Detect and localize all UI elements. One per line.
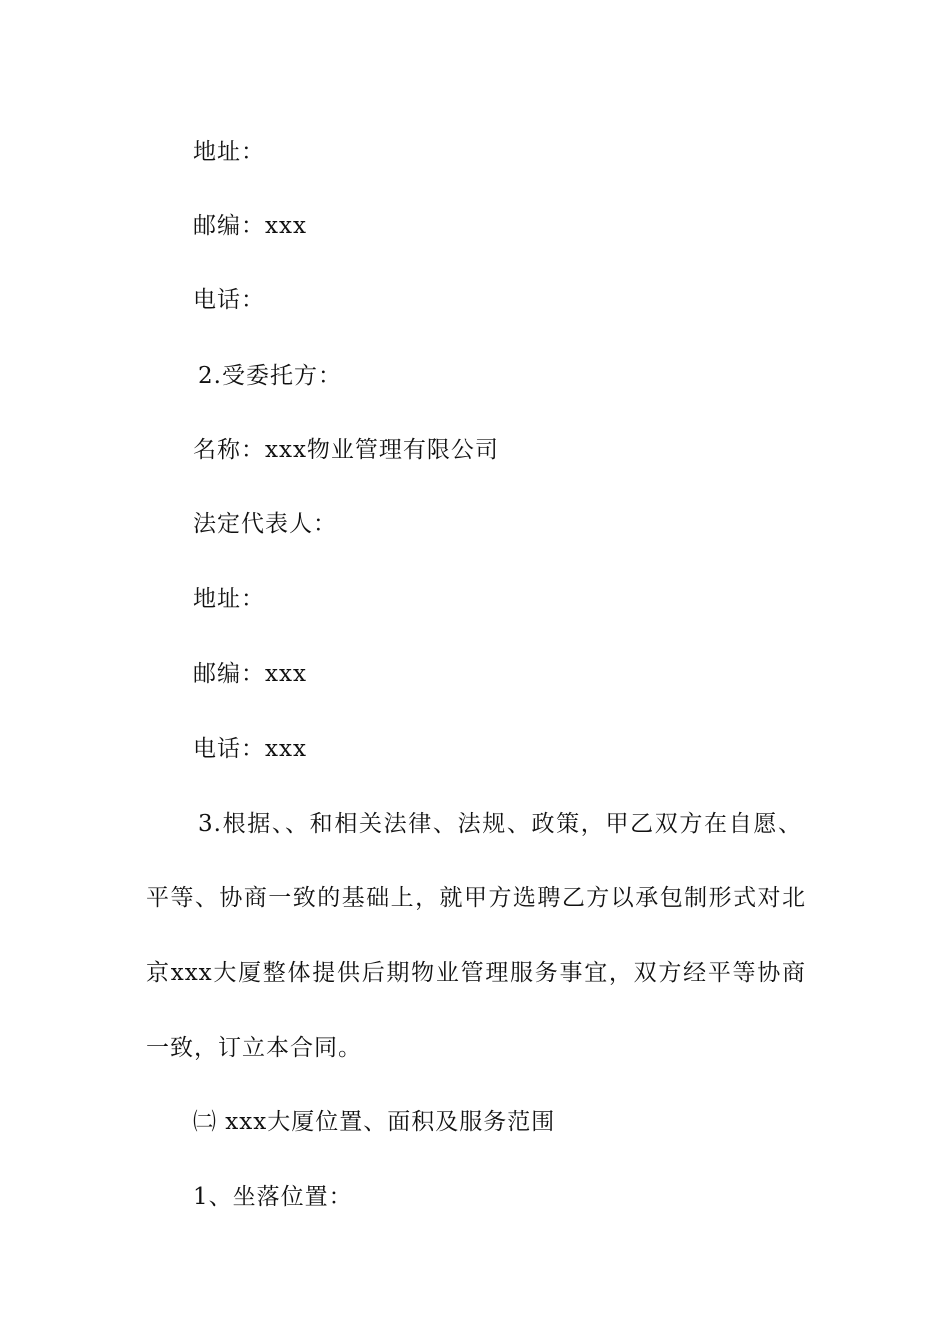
postcode-line-2: 邮编：xxx bbox=[193, 661, 307, 687]
location-label: 1、坐落位置： bbox=[193, 1184, 353, 1210]
legal-representative-label: 法定代表人： bbox=[193, 511, 337, 537]
address-label-2: 地址： bbox=[193, 586, 265, 612]
paragraph-line-4: 一致，订立本合同。 bbox=[146, 1035, 362, 1061]
phone-line-2: 电话：xxx bbox=[193, 736, 307, 762]
company-name-line: 名称：xxx物业管理有限公司 bbox=[193, 437, 499, 463]
paragraph-line-3: 京xxx大厦整体提供后期物业管理服务事宜，双方经平等协商 bbox=[146, 960, 806, 986]
section-location-heading: ㈡ xxx大厦位置、面积及服务范围 bbox=[193, 1109, 556, 1135]
phone-label-1: 电话： bbox=[193, 287, 265, 313]
address-label-1: 地址： bbox=[193, 139, 265, 165]
paragraph-line-2: 平等、协商一致的基础上，就甲方选聘乙方以承包制形式对北 bbox=[146, 885, 806, 911]
postcode-line-1: 邮编：xxx bbox=[193, 213, 307, 239]
section-trustee-heading: 2.受委托方： bbox=[198, 363, 342, 389]
paragraph-line-1: 3.根据、、和相关法律、法规、政策，甲乙双方在自愿、 bbox=[198, 811, 802, 837]
